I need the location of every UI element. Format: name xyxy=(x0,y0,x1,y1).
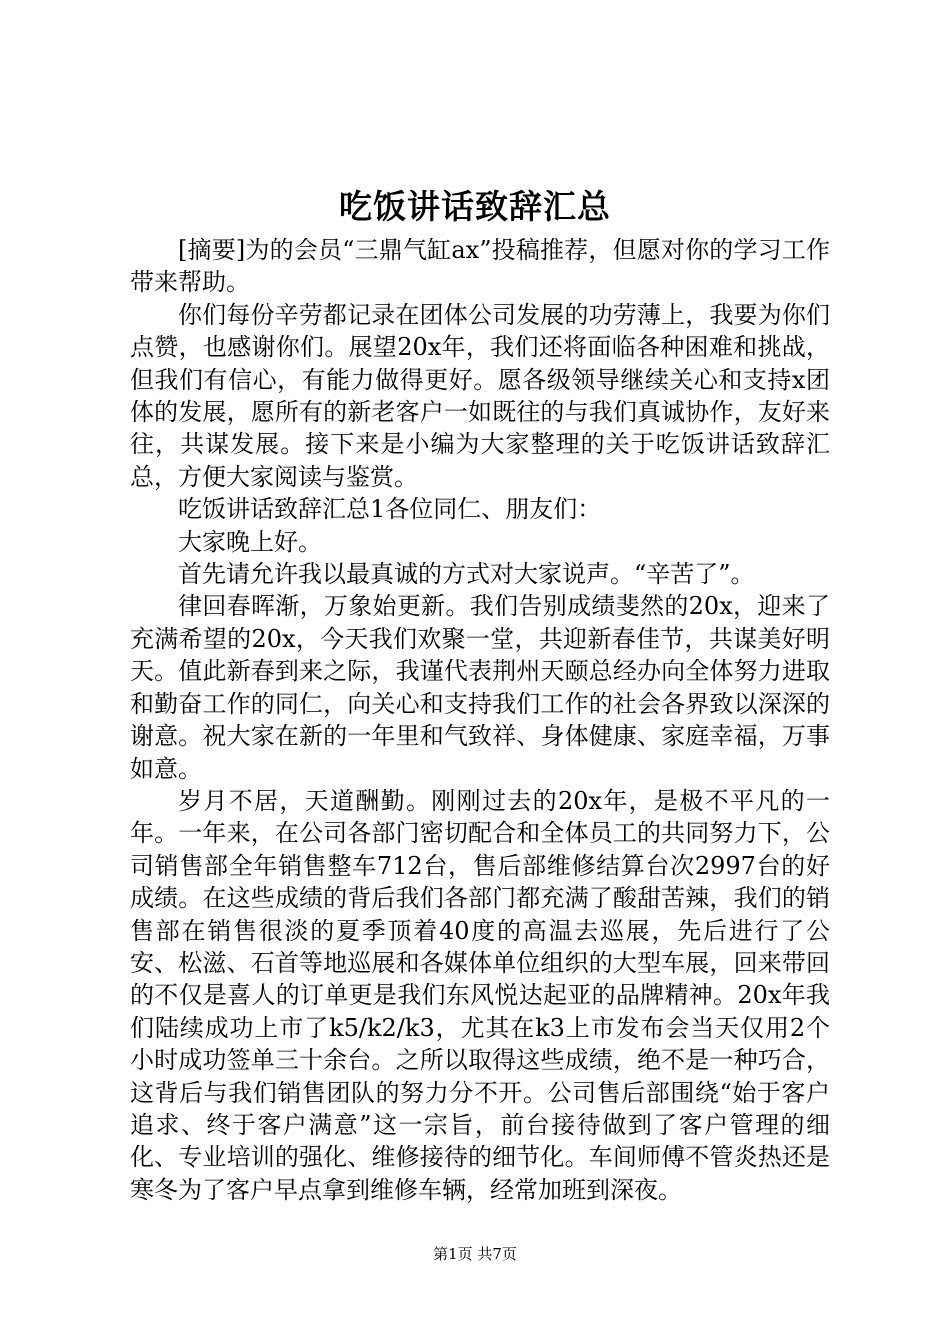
paragraph-thanks: 首先请允许我以最真诚的方式对大家说声。“辛苦了”。 xyxy=(178,560,755,589)
paragraph-intro: 你们每份辛劳都记录在团体公司发展的功劳薄上，我要为你们点赞，也感谢你们。展望20x年，我们还将面临各种困难和挑战，但我们有信心，有能力做得更好。愿各级领导继续关心和支持x团体的发展，愿所有的新老客户一如既往的与我们真诚协作，友好来往，共谋发展。接下来是小编为大家整理的关于吃饭讲话致辞汇总，方便大家阅读与鉴赏。 xyxy=(130,300,830,491)
page-footer: 第1页 共7页 xyxy=(433,1245,517,1263)
paragraph-greeting: 大家晚上好。 xyxy=(178,527,322,556)
document-body xyxy=(130,234,830,1206)
paragraph-new-year: 律回春晖渐，万象始更新。我们告别成绩斐然的20x，迎来了充满希望的20x，今天我们欢聚一堂，共迎新春佳节，共谋美好明天。值此新春到来之际，我谨代表荆州天颐总经办向全体努力进取和勤奋工作的同仁，向关心和支持我们工作的社会各界致以深深的谢意。祝大家在新的一年里和气致祥、身体健康、家庭幸福，万事如意。 xyxy=(130,592,830,783)
paragraph-speech-heading: 吃饭讲话致辞汇总1各位同仁、朋友们： xyxy=(178,495,602,524)
paragraph-achievements: 岁月不居，天道酬勤。刚刚过去的20x年，是极不平凡的一年。一年来，在公司各部门密切配合和全体员工的共同努力下，公司销售部全年销售整车712台，售后部维修结算台次2997台的好成绩。在这些成绩的背后我们各部门都充满了酸甜苦辣，我们的销售部在销售很淡的夏季顶着40度的高温去巡展，先后进行了公安、松滋、石首等地巡展和各媒体单位组织的大型车展，回来带回的不仅是喜人的订单更是我们东风悦达起亚的品牌精神。20x年我们陆续成功上市了k5/k2/k3，尤其在k3上市发布会当天仅用2个小时成功签单三十余台。之所以取得这些成绩，绝不是一种巧合，这背后与我们销售团队的努力分不开。公司售后部围绕“始于客户追求、终于客户满意”这一宗旨，前台接待做到了客户管理的细化、专业培训的强化、维修接待的细节化。车间师傅不管炎热还是寒冬为了客户早点拿到维修车辆，经常加班到深夜。 xyxy=(130,786,830,1204)
paragraph-summary: [摘要]为的会员“三鼎气缸ax”投稿推荐，但愿对你的学习工作带来帮助。 xyxy=(130,236,830,297)
document-title: 吃饭讲话致辞汇总 xyxy=(339,187,611,226)
